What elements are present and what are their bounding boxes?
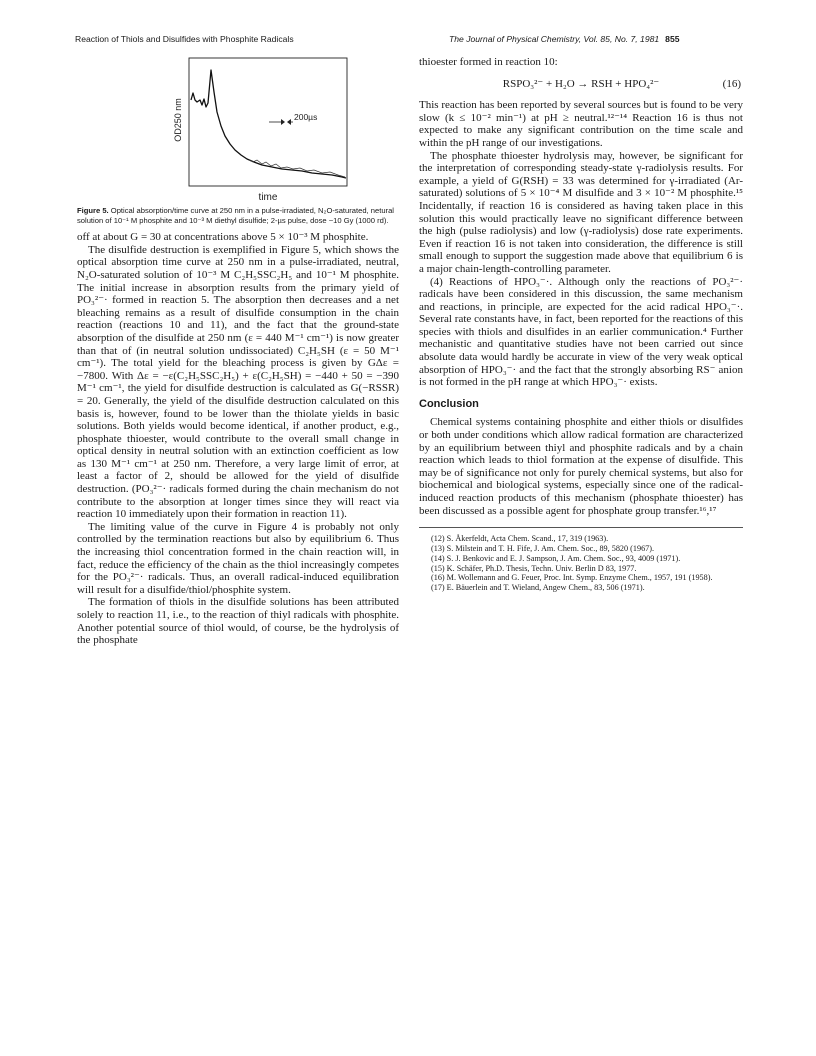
section-heading: Conclusion <box>419 397 479 410</box>
equation-text: RSPO₃²⁻ + H₂O → RSH + HPO₄²⁻ <box>502 77 660 90</box>
paragraph: off at about G = 30 at concentrations above 5 × 10⁻³ M phosphite. <box>77 231 369 244</box>
journal-citation <box>449 34 680 44</box>
caption-text: Optical absorption/time curve at 250 nm in a pulse-irradiated, N₂O-saturated, netural solution of 10⁻¹ M phosphite and 10⁻³ M diethyl disulfide; 2-µs pulse, dose ~10 Gy (1000 rd). <box>77 206 394 225</box>
equation-number: (16) <box>722 77 741 90</box>
figure-5 <box>77 56 399 204</box>
paragraph: thioester formed in reaction 10: <box>419 56 558 68</box>
scale-label: 200µs <box>294 112 318 122</box>
scale-arrowhead-left <box>281 119 285 125</box>
running-title: Reaction of Thiols and Disulfides with Phosphite Radicals <box>75 34 294 44</box>
figure-caption <box>77 206 399 225</box>
paragraph: (4) Reactions of HPO₃⁻·. Although only the reactions of PO₃²⁻· radicals have been considered in this discussion, the same mechanism and reactions, in principle, are expected for the acid radical HPO₃⁻·. Several rate constants have, in fact, been reported for the reactions of this species with thiols and disulfides in an earlier communication.⁴ Further mechanistic and quantitative studies have not been carried out since absolute data would hardly be accurate in view of the very weak optical absorption of HPO₃⁻· and the fact that the strongly absorbing RS⁻ anion is not formed in the pH range at which HPO₃⁻· exists. <box>419 275 743 389</box>
scale-arrowhead-right <box>287 119 291 125</box>
references <box>419 527 743 593</box>
right-column <box>419 56 743 593</box>
equation-16 <box>419 78 743 91</box>
x-axis-label: time <box>258 192 278 203</box>
left-column <box>77 56 399 647</box>
conclusion-paragraph: Chemical systems containing phosphite and either thiols or disulfides or both under conditions which allow radical formation are characterized by an equilibrium between thiyl and phosphite radicals and by a chain reaction which leads to thiol formation at the expense of disulfide. This may be of significance not only for purely chemical systems, but also for biochemical and biological systems, especially since one of the radical-induced reaction products of this mechanism (phosphate thioester) has been discussed as a possible agent for phosphate group transfer.¹⁶,¹⁷ <box>419 416 743 517</box>
paragraph: The limiting value of the curve in Figure 4 is probably not only controlled by the termination reactions but also by equilibrium 6. Thus the increasing thiol concentration formed in the chain reaction will, in fact, reduce the efficiency of the chain as the thiol increasingly competes for the PO₃²⁻· radicals. Thus, an overall radical-induced equilibration will result for a disulfide/thiol/phosphite system. <box>77 520 399 596</box>
paragraph: The disulfide destruction is exemplified in Figure 5, which shows the optical absorption time curve at 250 nm in a pulse-irradiated, neutral, N₂O-saturated solution of 10⁻³ M C₂H₅SSC₂H₅ and 10⁻¹ M phosphite. The initial increase in absorption results from the primary yield of PO₃²⁻· formed in reaction 5. The absorption then decreases and a net bleaching remains as a result of disulfide consumption in the chain reaction (reactions 10 and 11), and the fact that the ground-state absorption of the disulfide at 250 nm (ε = 440 M⁻¹ cm⁻¹) is now greater than that of (in neutral solution undissociated) C₂H₅SH (ε = 50 M⁻¹ cm⁻¹). The total yield for the bleaching process is given by GΔε = −7800. With Δε = −ε(C₂H₅SSC₂H₅) + ε(C₂H₅SH) = −440 + 50 = −390 M⁻¹ cm⁻¹, the yield for disulfide destruction is calculated as G(−RSSR) = 20. Generally, the yield of the disulfide destruction calculated on this basis is, however, found to be lower than the thiolate yields in basic solutions. Both yields would become identical, if another product, e.g., phosphate thioester, would contribute to the overall small change in optical density in neutral solution with an extinction coefficient as low as 130 M⁻¹ cm⁻¹ at 250 nm. Therefore, a very large limit of error, at least a factor of 2, should be allowed for the yield of disulfide destruction. (PO₃²⁻· radicals formed during the chain mechanism do not contribute to the absorption at longer times since they will react via reaction 10 immediately upon their formation in reaction 11). <box>77 243 399 521</box>
caption-label: Figure 5. <box>77 206 109 215</box>
paragraph: This reaction has been reported by several sources but is found to be very slow (k ≤ 10⁻² min⁻¹) at pH ≥ neutral.¹²⁻¹⁴ Reaction 16 is thus not expected to make any significant contribution on the time scale and within the pH range of our investigations. <box>419 99 743 149</box>
absorption-curve <box>191 70 346 178</box>
journal-name: The Journal of Physical Chemistry, Vol. 85, No. 7, 1981 <box>449 34 660 44</box>
reference-item: (13) S. Milstein and T. H. Fife, J. Am. Chem. Soc., 89, 5820 (1967). <box>431 543 655 553</box>
reference-item: (17) E. Bäuerlein and T. Wieland, Angew Chem., 83, 506 (1971). <box>431 583 645 593</box>
paragraph: The formation of thiols in the disulfide solutions has been attributed solely to reaction 11, i.e., to the reaction of thiyl radicals with phosphite. Another potential source of thiol would, of course, be the hydrolysis of the phosphate <box>77 596 399 647</box>
absorption-time-plot <box>167 56 357 204</box>
reference-item: (14) S. J. Benkovic and E. J. Sampson, J. Am. Chem. Soc., 93, 4009 (1971). <box>431 553 681 563</box>
paragraph: The phosphate thioester hydrolysis may, however, be significant for the interpretation of corresponding steady-state γ-radiolysis results. For example, a yield of G(RSH) = 33 was determined for γ-irradiated (Ar-saturated) solutions of 5 × 10⁻⁴ M disulfide and 3 × 10⁻² M phosphite.¹⁵ Incidentally, if reaction 16 is considered as having taken place in this solution this would practically leave no significant difference between the high (pulse radiolysis) and low (γ-radiolysis) dose rate experiments. Even if reaction 16 is not taken into consideration, the difference is still small enough to support the suggestion made above that equilibrium 6 is a major chain-length-controlling parameter. <box>419 149 743 275</box>
y-axis-label: OD250 nm <box>173 98 183 142</box>
reference-item: (16) M. Wollemann and G. Feuer, Proc. Int. Symp. Enzyme Chem., 1957, 191 (1958). <box>431 573 713 583</box>
page-number: 855 <box>665 34 680 44</box>
reference-item: (15) K. Schäfer, Ph.D. Thesis, Techn. Univ. Berlin D 83, 1977. <box>431 563 637 573</box>
reference-item: (12) S. Åkerfeldt, Acta Chem. Scand., 17, 319 (1963). <box>431 534 609 544</box>
